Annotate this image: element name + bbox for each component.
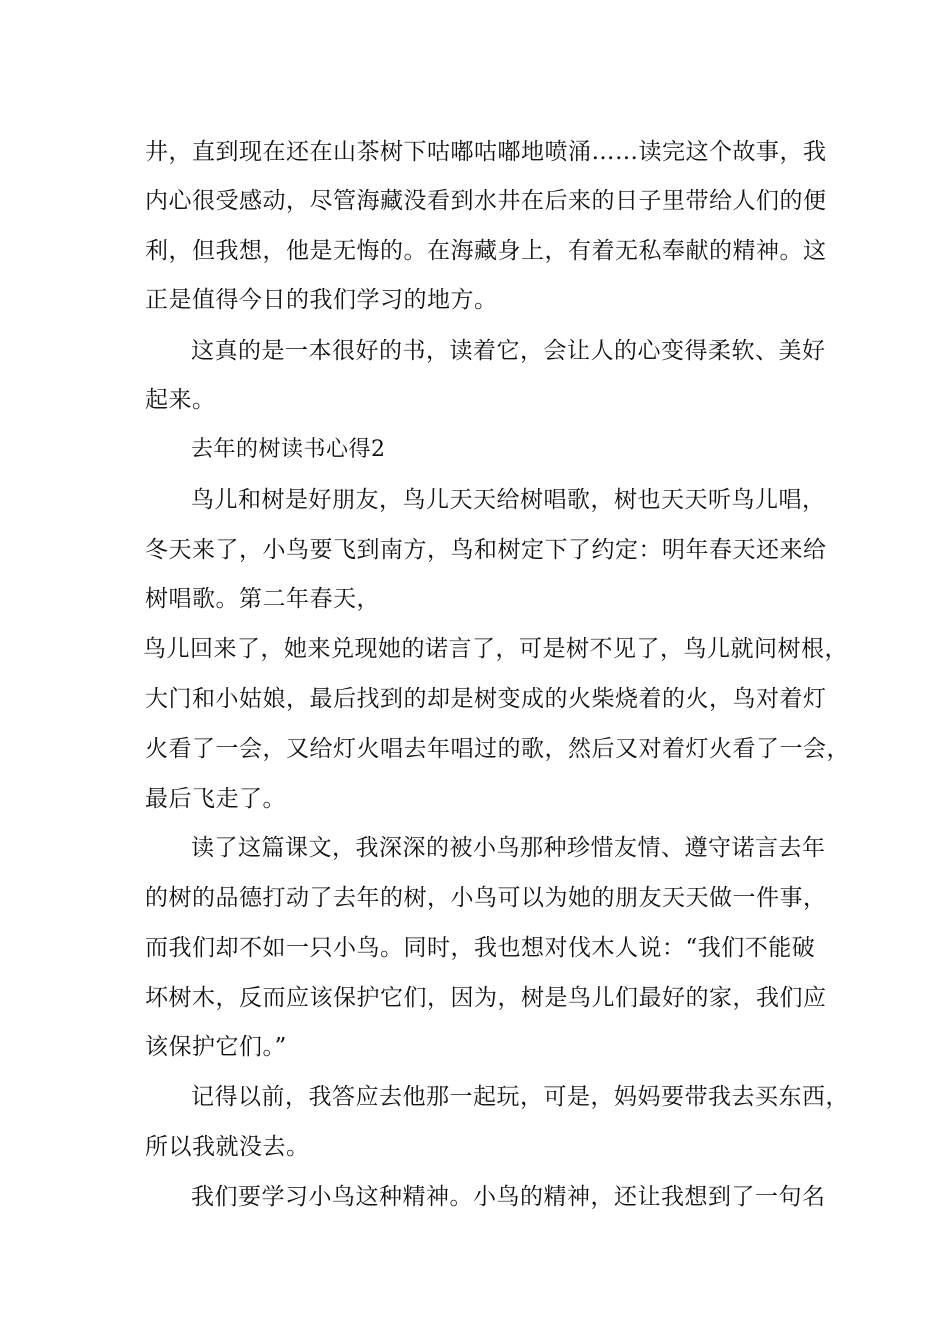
text-line: 大门和小姑娘，最后找到的却是树变成的火柴烧着的火，鸟对着灯 (145, 686, 827, 712)
text-line: 树唱歌。第二年春天， (145, 586, 380, 612)
text-line: 内心很受感动，尽管海藏没看到水井在后来的日子里带给人们的便 (145, 188, 827, 214)
text-line: 所以我就没去。 (145, 1134, 310, 1160)
text-line: 坏树木，反而应该保护它们，因为，树是鸟儿们最好的家，我们应 (145, 985, 827, 1011)
section-heading: 去年的树读书心得2 (191, 437, 386, 462)
text-line: 鸟儿和树是好朋友，鸟儿天天给树唱歌，树也天天听鸟儿唱， (191, 487, 826, 513)
text-line: 起来。 (145, 387, 216, 413)
text-line: 我们要学习小鸟这种精神。小鸟的精神，还让我想到了一句名 (191, 1184, 826, 1210)
text-line: 这真的是一本很好的书，读着它，会让人的心变得柔软、美好 (191, 338, 826, 364)
text-line: 正是值得今日的我们学习的地方。 (145, 287, 498, 313)
text-line: 读了这篇课文，我深深的被小鸟那种珍惜友情、遵守诺言去年 (191, 835, 826, 861)
text-line: 而我们却不如一只小鸟。同时，我也想对伐木人说：“我们不能破 (145, 935, 816, 961)
text-line: 最后飞走了。 (145, 786, 286, 812)
text-line: 井，直到现在还在山茶树下咕嘟咕嘟地喷涌……读完这个故事，我 (145, 139, 827, 165)
text-line: 的树的品德打动了去年的树，小鸟可以为她的朋友天天做一件事， (145, 885, 827, 911)
text-line: 记得以前，我答应去他那一起玩，可是，妈妈要带我去买东西， (191, 1084, 849, 1110)
text-line: 该保护它们。” (145, 1034, 287, 1060)
text-line: 鸟儿回来了，她来兑现她的诺言了，可是树不见了，鸟儿就问树根， (143, 636, 848, 662)
text-line: 火看了一会，又给灯火唱去年唱过的歌，然后又对着灯火看了一会， (145, 736, 850, 762)
text-line: 利，但我想，他是无悔的。在海藏身上，有着无私奉献的精神。这 (145, 238, 827, 264)
text-line: 冬天来了，小鸟要飞到南方，鸟和树定下了约定：明年春天还来给 (145, 537, 827, 563)
